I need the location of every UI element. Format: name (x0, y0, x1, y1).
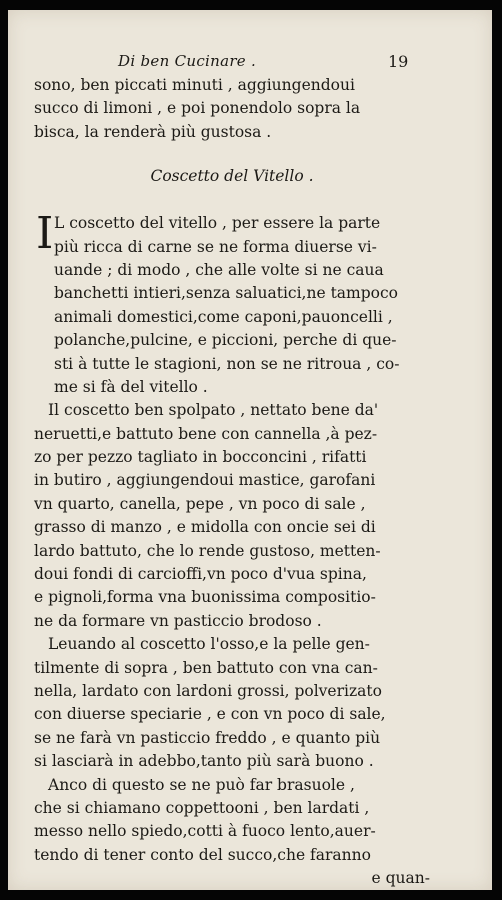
catchword: e quan- (371, 869, 430, 888)
text-line: banchetti intieri,senza saluatici,ne tampoco (54, 284, 399, 303)
text-line: messo nello spiedo,cotti à fuoco lento,auer- (34, 822, 376, 841)
text-line: doui fondi di carcioffi,vn poco d'vua spina, (34, 565, 367, 584)
running-head (8, 52, 492, 74)
text-line: L coscetto del vitello , per essere la parte (54, 214, 381, 233)
text-line: con diuerse speciarie , e con vn poco di sale, (34, 705, 386, 724)
paragraph (34, 399, 430, 633)
paragraph (34, 633, 430, 773)
text-line: che si chiamano coppettooni , ben lardati , (34, 798, 370, 817)
text-line: zo per pezzo tagliato in bocconcini , rifatti (34, 448, 367, 467)
text-line: succo di limoni , e poi ponendolo sopra la (34, 99, 361, 118)
text-line: ne da formare vn pasticcio brodoso . (34, 611, 322, 630)
page-number: 19 (388, 52, 409, 71)
text-line: grasso di manzo , e midolla con oncie sei di (34, 518, 376, 537)
text-line: tendo di tener conto del succo,che faranno (34, 845, 371, 864)
text-line: me si fà del vitello . (54, 377, 208, 396)
book-page (8, 10, 492, 890)
text-line: più ricca di carne se ne forma diuerse vi- (54, 237, 377, 256)
text-block (34, 74, 430, 890)
text-line: Il coscetto ben spolpato , nettato bene da' (48, 401, 379, 420)
text-line: lardo battuto, che lo rende gustoso, metten- (34, 541, 381, 560)
text-line: tilmente di sopra , ben battuto con vna can- (34, 658, 378, 677)
text-line: neruetti,e battuto bene con cannella ,à pez- (34, 424, 378, 443)
text-line: vn quarto, canella, pepe , vn poco di sale , (34, 494, 366, 513)
text-line: se ne farà vn pasticcio freddo , e quanto più (34, 728, 381, 747)
section-title: Coscetto del Vitello . (150, 167, 314, 186)
text-line: si lasciarà in adebbo,tanto più sarà buono . (34, 752, 374, 771)
text-line: sono, ben piccati minuti , aggiungendoui (34, 76, 355, 94)
drop-cap: I (36, 208, 54, 260)
text-line: sti à tutte le stagioni, non se ne ritroua , co- (54, 354, 400, 373)
text-line: uande ; di modo , che alle volte si ne caua (54, 260, 384, 279)
text-line: animali domestici,come caponi,pauoncelli , (54, 307, 393, 326)
text-line: Leuando al coscetto l'osso,e la pelle gen- (48, 635, 370, 654)
text-line: nella, lardato con lardoni grossi, polverizato (34, 681, 382, 700)
text-line: polanche,pulcine, e piccioni, perche di que- (54, 331, 397, 350)
first-paragraph (34, 208, 430, 399)
text-line: e pignoli,forma vna buonissima compositio- (34, 588, 376, 607)
paragraph (34, 774, 430, 868)
text-line: Anco di questo se ne può far brasuole , (48, 775, 355, 794)
text-line: in butiro , aggiungendoui mastice, garofani (34, 471, 376, 490)
text-line: bisca, la renderà più gustosa . (34, 122, 272, 141)
running-title: Di ben Cucinare . (118, 52, 257, 70)
